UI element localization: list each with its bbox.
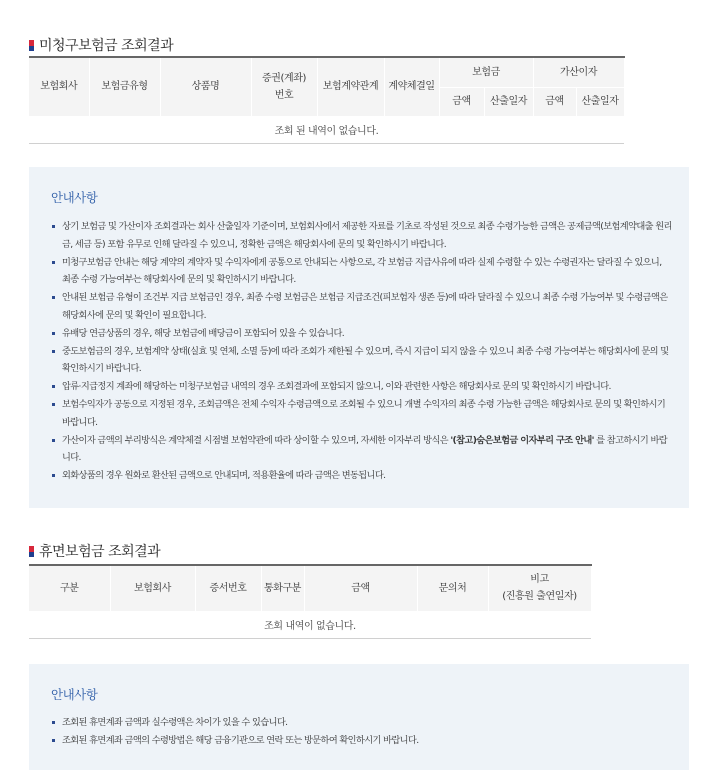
col-interest-calc-date: 산출일자 [576,87,624,116]
col-insurance-calc-date: 산출일자 [484,87,533,116]
col-company: 보험회사 [110,565,195,611]
col-contact: 문의처 [417,565,488,611]
unclaimed-result-table [29,56,625,144]
col-interest-amount: 금액 [533,87,576,116]
dormant-title-text: 휴면보험금 조회결과 [39,544,161,560]
notice-item: 미청구보험금 안내는 해당 계약의 계약자 및 수익자에게 공통으로 안내되는 사항으로, 각 보험금 지급사유에 따라 실제 수령할 수 있는 수령권자는 달라질 수 있으니, 최종 수령 가능여부는 해당회사에 문의 및 확인하시기 바랍니다. [52,254,672,290]
col-amount: 금액 [304,565,417,611]
notice-item: 안내된 보험금 유형이 조건부 지급 보험금인 경우, 최종 수령 보험금은 보험금 지급조건(피보험자 생존 등)에 따라 달라질 수 있으니 최종 수령 가능여부 및 수령금액은 해당회사에 문의 및 확인이 필요합니다. [52,289,672,325]
col-insurance-type: 보험금유형 [89,57,160,116]
col-insurance-amount: 금액 [439,87,484,116]
notice-item: 조회된 휴면계좌 금액의 수령방법은 해당 금융기관으로 연락 또는 방문하여 확인하시기 바랍니다. [52,732,672,750]
notice-item-text: 를 참고하시기 바랍니다. [62,434,668,464]
dormant-result-table [29,564,592,639]
col-category: 구분 [29,565,110,611]
section-flag-icon [29,40,34,51]
notice-title: 안내사항 [51,687,98,702]
col-product-name: 상품명 [160,57,251,116]
col-group-insurance: 보험금 [439,57,533,87]
notice-item-text: 가산이자 금액의 부리방식은 계약체결 시점별 보험약관에 따라 상이할 수 있으며, 자세한 이자부리 방식은 [62,434,451,446]
notice-item: 외화상품의 경우 원화로 환산된 금액으로 안내되며, 적용환율에 따라 금액은 변동됩니다. [52,467,672,485]
col-currency: 통화구분 [261,565,304,611]
notice-list [52,714,672,750]
unclaimed-section-title [29,35,173,55]
col-note-label: 비고 [530,574,549,586]
notice-item: 유배당 연금상품의 경우, 해당 보험금에 배당금이 포함되어 있을 수 있습니다. [52,325,672,343]
col-company: 보험회사 [29,57,89,116]
notice-item: 중도보험금의 경우, 보험계약 상태(실효 및 연체, 소멸 등)에 따라 조회가 제한될 수 있으며, 즉시 지급이 되지 않을 수 있으니 최종 수령 가능여부는 해당회사에 문의 및 확인하시기 바랍니다. [52,343,672,379]
notice-item: 보험수익자가 공동으로 지정된 경우, 조회금액은 전체 수익자 수령금액으로 조회될 수 있으니 개별 수익자의 최종 수령 가능한 금액은 해당회사로 문의 및 확인하시기 바랍니다. [52,396,672,432]
notice-item [52,432,672,468]
unclaimed-empty-message: 조회 된 내역이 없습니다. [29,116,624,143]
notice-title: 안내사항 [51,190,98,205]
col-contract-relation: 보험계약관계 [317,57,384,116]
notice-item: 상기 보험금 및 가산이자 조회결과는 회사 산출일자 기준이며, 보험회사에서 제공한 자료를 기초로 작성된 것으로 최종 수령가능한 금액은 공제금액(보험계약대출 원리금, 세금 등) 포함 유무로 인해 달라질 수 있으니, 정확한 금액은 해당회사에 문의 및 확인하시기 바랍니다. [52,218,672,254]
notice-box-dormant [29,664,689,770]
col-certificate-number: 증권(계좌)번호 [251,57,317,116]
col-certificate-number: 증서번호 [195,565,261,611]
unclaimed-title-text: 미청구보험금 조회결과 [39,38,174,54]
col-note-sublabel: (진흥원 출연일자) [502,591,577,603]
notice-item: 조회된 휴면계좌 금액과 실수령액은 차이가 있을 수 있습니다. [52,714,672,732]
section-flag-icon [29,546,34,557]
notice-item: 압류·지급정지 계좌에 해당하는 미청구보험금 내역의 경우 조회결과에 포함되지 않으니, 이와 관련한 사항은 해당회사로 문의 및 확인하시기 바랍니다. [52,378,672,396]
col-group-interest: 가산이자 [533,57,624,87]
col-note [488,565,591,611]
dormant-empty-message: 조회 내역이 없습니다. [29,611,591,638]
dormant-section-title [29,541,160,561]
col-contract-date: 계약체결일 [384,57,439,116]
notice-box-unclaimed [29,167,689,508]
interest-guide-reference: '(참고)숨은보험금 이자부리 구조 안내' [450,434,594,446]
notice-list [52,218,672,485]
